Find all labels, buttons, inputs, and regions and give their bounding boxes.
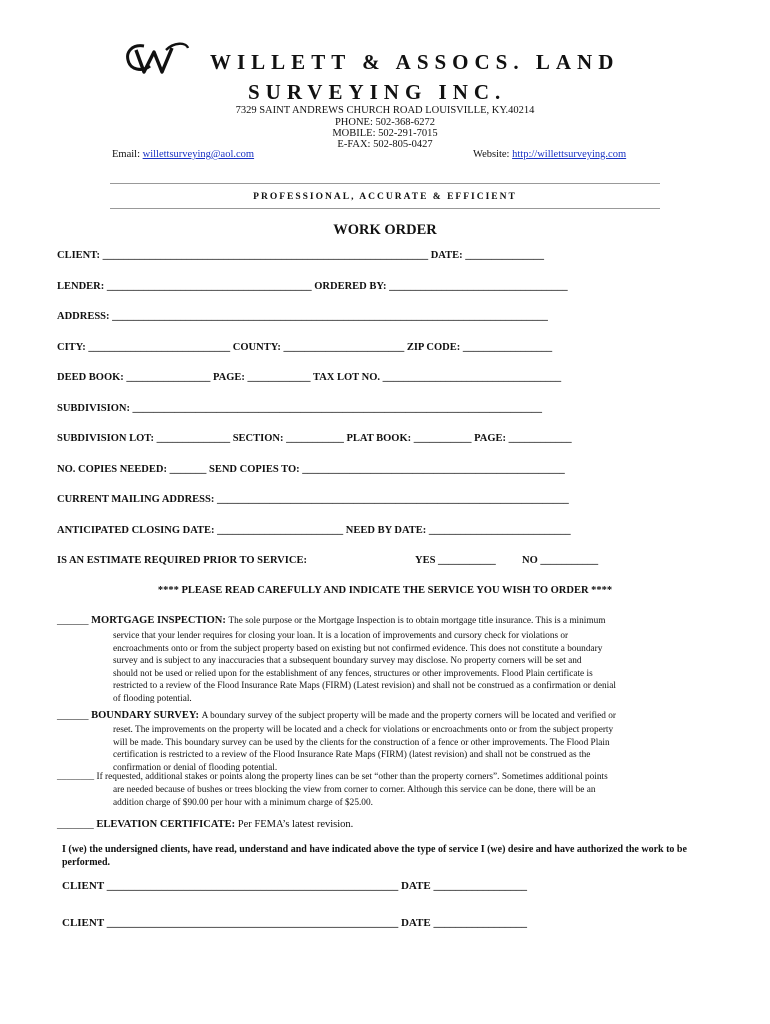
text-line: encroachments onto or from the subject property based on existing but not confirmed evidence. This does not constitute a boundary: [113, 643, 603, 654]
mortgage-inspection-line: [57, 615, 606, 628]
city-county-zip-field[interactable]: CITY: ___________________________ COUNTY: _______________________ ZIP CODE: _________________: [57, 342, 553, 353]
client-date-field[interactable]: CLIENT: ______________________________________________________________ DATE: _______________: [57, 250, 544, 261]
estimate-question: IS AN ESTIMATE REQUIRED PRIOR TO SERVICE:: [57, 555, 307, 566]
divider-bottom: [110, 208, 660, 209]
text-line: service that your lender requires for closing your loan. It is a location of improvements and cursory check for violations or: [113, 631, 569, 641]
certification-statement: I (we) the undersigned clients, have read, understand and have indicated above the type of service I (we) desire and have authorized the work to be performed.: [62, 844, 687, 868]
tagline: PROFESSIONAL, ACCURATE & EFFICIENT: [253, 192, 517, 202]
divider-top: [110, 183, 660, 184]
website-label: Website:: [473, 149, 510, 160]
website-line: [473, 149, 626, 160]
mortgage-description: [113, 630, 723, 706]
company-phone: PHONE: 502-368-6272: [334, 117, 436, 128]
company-name-line2: SURVEYING INC.: [248, 80, 507, 104]
form-title: WORK ORDER: [333, 222, 437, 238]
estimate-yes-field[interactable]: YES ___________: [415, 555, 496, 566]
mailing-address-field[interactable]: CURRENT MAILING ADDRESS: ___________________________________________________________________: [57, 494, 569, 505]
elevation-text: Per FEMA’s latest revision.: [237, 819, 354, 830]
stakes-description: [113, 784, 723, 809]
mortgage-checkbox-blank[interactable]: ______: [57, 615, 89, 626]
company-address: 7329 SAINT ANDREWS CHURCH ROAD LOUISVILLE, KY.40214: [235, 105, 535, 116]
company-mobile: MOBILE: 502-291-7015: [332, 128, 438, 139]
text-line: restricted to a review of the Flood Insurance Rate Maps (FIRM) (Latest revision) and shall not be construed as a confirmation or denial: [113, 681, 616, 692]
text-line: certification is restricted to a review of the Flood Insurance Rate Maps (FIRM) (latest revision) and shall not be construed as the: [113, 750, 591, 761]
client-signature-line-2[interactable]: CLIENT _____________________________________________________ DATE _________________: [62, 917, 527, 929]
estimate-no-field[interactable]: NO ___________: [522, 555, 599, 566]
address-field[interactable]: ADDRESS: ___________________________________________________________________________________: [57, 311, 548, 322]
subdivision-field[interactable]: SUBDIVISION: ______________________________________________________________________________: [57, 403, 543, 414]
text-line: will be made. This boundary survey can be used by the clients for the construction of a fence or other improvements. The Flood Plain: [113, 737, 610, 748]
text-line: are needed because of bushes or trees blocking the view from corner to corner. Although this service can be done, there will be an: [113, 785, 596, 795]
company-logo: [122, 40, 192, 76]
email-line: [112, 149, 254, 160]
text-line: of flooding potential.: [113, 693, 192, 704]
mortgage-title: MORTGAGE INSPECTION:: [91, 615, 226, 626]
text-line: confirmation or denial of flooding potential.: [113, 762, 278, 773]
boundary-lead-text: A boundary survey of the subject property will be made and the property corners will be located and verified or: [201, 711, 616, 721]
boundary-description: [113, 724, 723, 774]
text-line: should not be used or relied upon for the establishment of any fences, structures or other improvements. Flood Plain certificate is: [113, 668, 593, 679]
email-link[interactable]: willettsurveying@aol.com: [142, 149, 255, 160]
email-label: Email:: [112, 149, 140, 160]
copies-field[interactable]: NO. COPIES NEEDED: _______ SEND COPIES TO: __________________________________________________: [57, 464, 565, 475]
mortgage-lead-text: The sole purpose or the Mortgage Inspection is to obtain mortgage title insurance. This is a minimum: [228, 616, 606, 626]
service-instruction: **** PLEASE READ CAREFULLY AND INDICATE THE SERVICE YOU WISH TO ORDER ****: [157, 585, 613, 596]
deed-book-field[interactable]: DEED BOOK: ________________ PAGE: ____________ TAX LOT NO. __________________________________: [57, 372, 562, 383]
elevation-checkbox-blank[interactable]: _______: [57, 819, 94, 830]
closing-date-field[interactable]: ANTICIPATED CLOSING DATE: ________________________ NEED BY DATE: ___________________________: [57, 525, 571, 536]
boundary-checkbox-blank[interactable]: ______: [57, 710, 89, 721]
subdivision-lot-field[interactable]: SUBDIVISION LOT: ______________ SECTION: ___________ PLAT BOOK: ___________ PAGE: ____________: [57, 433, 572, 444]
boundary-survey-line: [57, 710, 616, 723]
elevation-title: ELEVATION CERTIFICATE:: [96, 819, 236, 830]
company-efax: E-FAX: 502-805-0427: [337, 139, 433, 150]
company-name-line1: WILLETT & ASSOCS. LAND: [210, 50, 620, 74]
text-line: reset. The improvements on the property will be located and a check for violations or encroachments onto or from the subject property: [113, 725, 614, 735]
boundary-title: BOUNDARY SURVEY:: [91, 710, 199, 721]
stakes-checkbox-blank[interactable]: ________: [57, 772, 95, 782]
stakes-lead-text: If requested, additional stakes or points along the property lines can be set “other than the property corners”. Sometimes additional points: [96, 772, 608, 782]
elevation-certificate-line: [57, 819, 353, 830]
stakes-line: [57, 771, 608, 784]
client-signature-line-1[interactable]: CLIENT _____________________________________________________ DATE _________________: [62, 880, 527, 892]
lender-ordered-by-field[interactable]: LENDER: _______________________________________ ORDERED BY: __________________________________: [57, 281, 568, 292]
website-link[interactable]: http://willettsurveying.com: [512, 149, 627, 160]
text-line: addition charge of $90.00 per hour with a minimum charge of $25.00.: [113, 797, 373, 808]
text-line: survey and is subject to any inaccuracies that a subsequent boundary survey may disclose. No property corners will be set and: [113, 656, 582, 667]
